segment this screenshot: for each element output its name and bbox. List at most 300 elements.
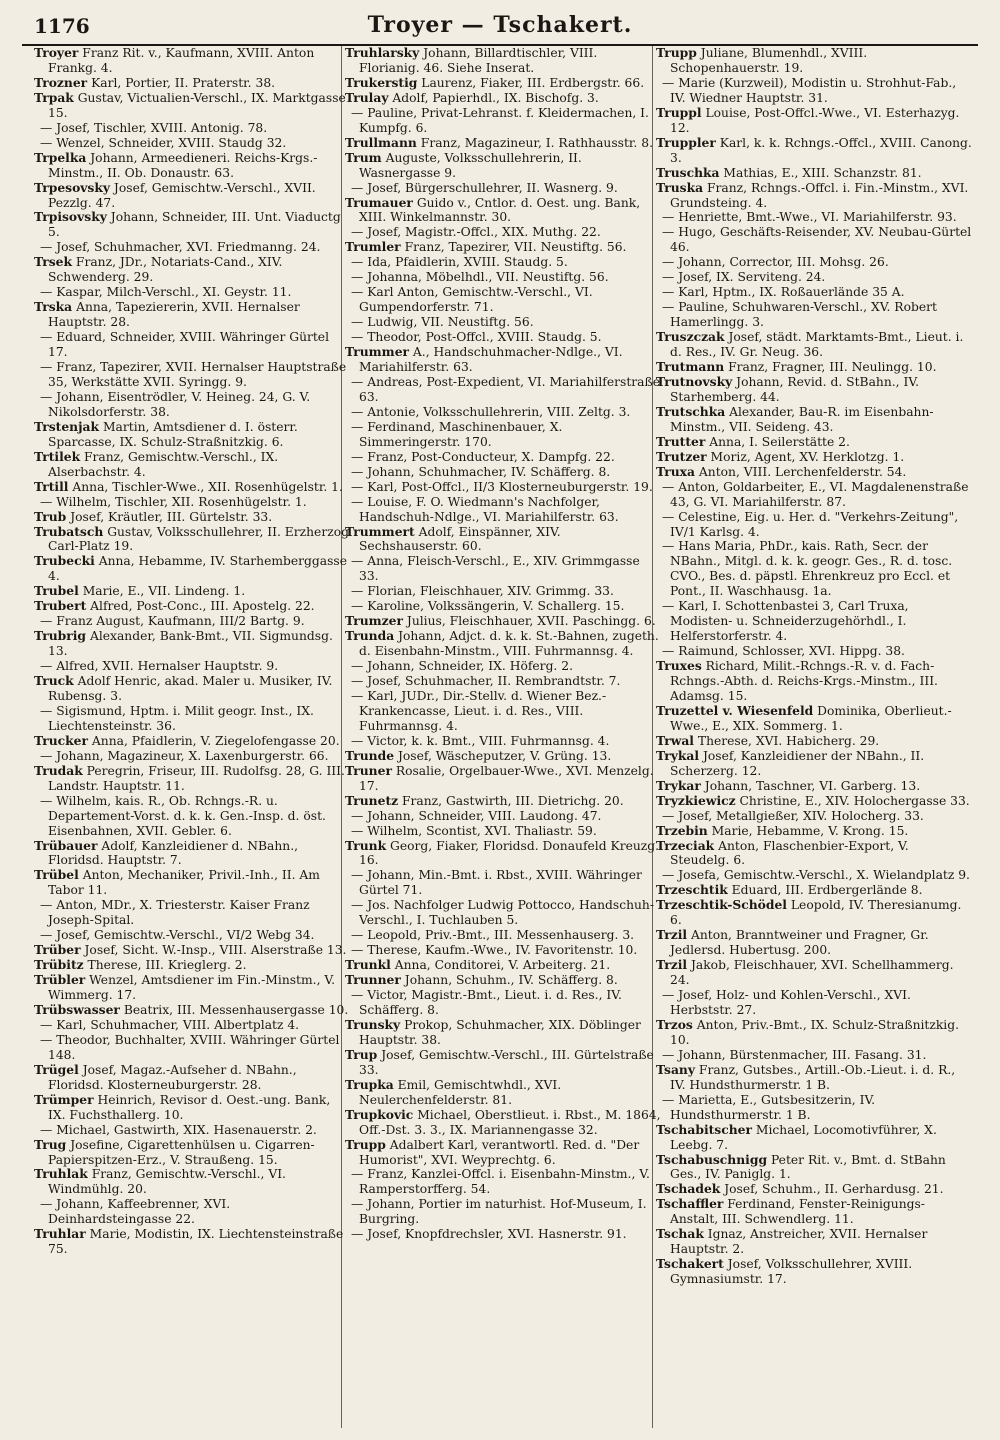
directory-entry xyxy=(34,1167,350,1197)
entry-details: — Johann, Min.-Bmt. i. Rbst., XVIII. Währinger Gürtel 71. xyxy=(351,868,642,898)
directory-entry xyxy=(34,839,350,869)
entry-surname: Trunk xyxy=(345,837,387,853)
entry-details: — Alfred, XVII. Hernalser Hauptstr. 9. xyxy=(40,659,279,674)
directory-entry xyxy=(656,734,972,749)
entry-surname: Tschakert xyxy=(656,1256,724,1272)
entry-details: Adolf, Einspänner, XIV. Sechshauserstr. 60. xyxy=(359,524,561,554)
entry-details: — Andreas, Post-Expedient, VI. Mariahilferstraße 63. xyxy=(351,374,660,404)
entry-details: Franz, Gutsbes., Artill.-Ob.-Lieut. i. d. R., IV. Hundsthurmerstr. 1 B. xyxy=(670,1062,956,1092)
entry-details: Josef, Volksschullehrer, XVIII. Gymnasiumstr. 17. xyxy=(670,1257,913,1287)
entry-details: — Josef, IX. Serviteng. 24. xyxy=(662,270,826,285)
directory-entry xyxy=(656,300,972,330)
directory-entry xyxy=(345,659,661,674)
directory-entry xyxy=(34,764,350,794)
directory-entry xyxy=(656,465,972,480)
entry-surname: Trykar xyxy=(656,777,701,793)
entry-details: — Hugo, Geschäfts-Reisender, XV. Neubau-Gürtel 46. xyxy=(662,225,972,255)
directory-entry xyxy=(34,121,350,136)
directory-entry xyxy=(345,480,661,495)
directory-entry xyxy=(656,166,972,181)
directory-entry xyxy=(345,225,661,240)
entry-surname: Tschabitscher xyxy=(656,1121,752,1137)
directory-entry xyxy=(345,584,661,599)
directory-entry xyxy=(345,749,661,764)
entry-details: — Anton, Goldarbeiter, E., VI. Magdalenenstraße 43, G. VI. Mariahilferstr. 87. xyxy=(662,479,969,509)
entry-surname: Trubatsch xyxy=(34,523,104,539)
entry-details: Johann, Schneider, III. Unt. Viaductg 5. xyxy=(48,210,341,240)
entry-surname: Trzeciak xyxy=(656,837,715,853)
entry-details: — Ludwig, VII. Neustiftg. 56. xyxy=(351,315,534,330)
entry-details: — Jos. Nachfolger Ludwig Pottocco, Handschuh-Verschl., I. Tuchlauben 5. xyxy=(351,898,655,928)
entry-details: Emil, Gemischtwhdl., XVI. Neulerchenfelderstr. 81. xyxy=(359,1077,562,1107)
entry-details: — Ida, Pfaidlerin, XVIII. Staudg. 5. xyxy=(351,255,568,270)
directory-entry xyxy=(345,181,661,196)
entry-surname: Tsany xyxy=(656,1061,695,1077)
entry-surname: Truxes xyxy=(656,658,702,674)
entry-details: — Johanna, Möbelhdl., VII. Neustiftg. 56. xyxy=(351,270,609,285)
directory-entry xyxy=(34,300,350,330)
entry-surname: Troyer xyxy=(34,46,79,60)
directory-entry xyxy=(34,973,350,1003)
directory-entry xyxy=(345,270,661,285)
entry-surname: Trupka xyxy=(345,1076,394,1092)
entry-surname: Trstenjak xyxy=(34,418,100,434)
directory-entry xyxy=(656,704,972,734)
entry-details: — Karl, Schuhmacher, VIII. Albertplatz 4. xyxy=(40,1017,300,1032)
directory-entry xyxy=(345,554,661,584)
entry-details: — Johann, Magazineur, X. Laxenburgerstr. 66. xyxy=(40,748,329,763)
directory-entry xyxy=(656,450,972,465)
entry-details: — Johann, Eisentrödler, V. Heineg. 24, G. V. Nikolsdorferstr. 38. xyxy=(40,389,311,419)
entry-details: — Johann, Schneider, IX. Höferg. 2. xyxy=(351,659,573,674)
entry-surname: Trutter xyxy=(656,433,706,449)
entry-surname: Trpelka xyxy=(34,149,87,165)
entry-details: Anna, I. Seilerstätte 2. xyxy=(705,434,850,449)
entry-details: — Henriette, Bmt.-Wwe., VI. Mariahilferstr. 93. xyxy=(662,210,957,225)
entry-details: Leopold, IV. Theresianumg. 6. xyxy=(670,898,962,928)
directory-entry xyxy=(34,599,350,614)
directory-entry xyxy=(656,375,972,405)
directory-entry xyxy=(656,360,972,375)
directory-entry xyxy=(34,659,350,674)
entry-surname: Tschadek xyxy=(656,1181,721,1197)
entry-details: Alfred, Post-Conc., III. Apostelg. 22. xyxy=(86,599,315,614)
entry-details: Johann, Taschner, VI. Garberg. 13. xyxy=(700,778,921,793)
directory-entry xyxy=(34,46,350,76)
directory-entry xyxy=(345,1197,661,1227)
entry-details: — Marietta, E., Gutsbesitzerin, IV. Hundsthurmerstr. 1 B. xyxy=(662,1092,876,1122)
entry-surname: Trukerstig xyxy=(345,74,418,90)
entry-surname: Trüber xyxy=(34,942,81,958)
entry-details: — Hans Maria, PhDr., kais. Rath, Secr. der NBahn., Mitgl. d. k. k. geogr. Ges., R. d. tosc. CVO., Bes. d. päpstl. Ehrenkreuz pro Eccl. et Pont., II. Waschhausg. 1a. xyxy=(662,539,953,599)
directory-entry xyxy=(345,330,661,345)
entry-details: — Kaspar, Milch-Verschl., XI. Geystr. 11. xyxy=(40,285,292,300)
entry-details: Adolf, Papierhdl., IX. Bischofg. 3. xyxy=(388,90,599,105)
directory-entry xyxy=(656,779,972,794)
directory-entry xyxy=(656,824,972,839)
entry-details: Peregrin, Friseur, III. Rudolfsg. 28, G. III. Landstr. Hauptstr. 11. xyxy=(48,763,345,793)
entry-surname: Trummer xyxy=(345,344,410,360)
entry-surname: Trummert xyxy=(345,523,415,539)
entry-details: Anton, Branntweiner und Fragner, Gr. Jedlersd. Hubertusg. 200. xyxy=(670,928,929,958)
directory-entry xyxy=(345,689,661,734)
directory-entry xyxy=(656,480,972,510)
directory-entry xyxy=(656,405,972,435)
entry-details: — Wilhelm, kais. R., Ob. Rchngs.-R. u. Departement-Vorst. d. k. k. Gen.-Insp. d. öst. Eisenbahnen, XVII. Gebler. 6. xyxy=(40,793,326,838)
entry-details: Anton, Flaschenbier-Export, V. Steudelg. 6. xyxy=(670,838,909,868)
directory-entry xyxy=(656,181,972,211)
entry-details: — Raimund, Schlosser, XVI. Hippg. 38. xyxy=(662,644,905,659)
entry-details: — Johann, Portier im naturhist. Hof-Museum, I. Burgring. xyxy=(351,1197,647,1227)
entry-details: Wenzel, Amtsdiener im Fin.-Minstm., V. Wimmerg. 17. xyxy=(48,973,336,1003)
directory-entry xyxy=(345,1018,661,1048)
entry-details: Georg, Fiaker, Floridsd. Donaufeld Kreuzg. 16. xyxy=(359,838,660,868)
entry-details: Eduard, III. Erdbergerlände 8. xyxy=(727,883,923,898)
directory-entry xyxy=(34,674,350,704)
entry-details: — Wilhelm, Tischler, XII. Rosenhügelstr. 1. xyxy=(40,494,307,509)
directory-entry xyxy=(656,1153,972,1183)
entry-surname: Trullmann xyxy=(345,134,417,150)
directory-entry xyxy=(34,181,350,211)
entry-details: Therese, III. Krieglerg. 2. xyxy=(83,958,247,973)
entry-surname: Trpesovsky xyxy=(34,179,111,195)
column-1 xyxy=(34,46,350,1426)
directory-entry xyxy=(345,255,661,270)
entry-details: Franz, JDr., Notariats-Cand., XIV. Schwenderg. 29. xyxy=(48,255,283,285)
entry-details: — Victor, k. k. Bmt., VIII. Fuhrmannsg. 4. xyxy=(351,733,610,748)
entry-surname: Trunde xyxy=(345,747,395,763)
entry-details: Guido v., Cntlor. d. Oest. ung. Bank, XIII. Winkelmannstr. 30. xyxy=(359,195,641,225)
entry-details: — Theodor, Buchhalter, XVIII. Währinger Gürtel 148. xyxy=(40,1032,340,1062)
entry-details: Franz, Gemischtw.-Verschl., VI. Windmühlg. 20. xyxy=(48,1167,286,1197)
entry-surname: Trtill xyxy=(34,478,69,494)
entry-details: — Wilhelm, Scontist, XVI. Thaliastr. 59. xyxy=(351,823,597,838)
entry-surname: Trutzer xyxy=(656,448,707,464)
directory-entry xyxy=(34,151,350,181)
entry-details: Adalbert Karl, verantwortl. Red. d. "Der Humorist", XVI. Weyprechtg. 6. xyxy=(359,1137,640,1167)
entry-details: — Celestine, Eig. u. Her. d. "Verkehrs-Zeitung", IV/1 Karlsg. 4. xyxy=(662,509,959,539)
directory-entry xyxy=(34,704,350,734)
directory-entry xyxy=(656,1123,972,1153)
entry-surname: Truska xyxy=(656,179,704,195)
directory-entry xyxy=(656,539,972,599)
entry-surname: Truschka xyxy=(656,164,720,180)
entry-details: Alexander, Bank-Bmt., VII. Sigmundsg. 13. xyxy=(48,629,333,659)
directory-entry xyxy=(656,435,972,450)
entry-surname: Truszczak xyxy=(656,329,725,345)
directory-entry xyxy=(34,1003,350,1018)
entry-details: Therese, XVI. Habicherg. 29. xyxy=(693,733,880,748)
directory-entry xyxy=(656,270,972,285)
directory-entry xyxy=(345,1227,661,1242)
directory-entry xyxy=(656,898,972,928)
directory-entry xyxy=(34,1197,350,1227)
entry-details: Rosalie, Orgelbauer-Wwe., XVI. Menzelg. 17. xyxy=(359,763,654,793)
directory-entry xyxy=(656,285,972,300)
directory-entry xyxy=(34,136,350,151)
directory-entry xyxy=(656,106,972,136)
entry-details: Marie, E., VII. Lindeng. 1. xyxy=(78,584,246,599)
directory-entry xyxy=(34,734,350,749)
entry-surname: Trutschka xyxy=(656,403,726,419)
entry-details: Anna, Tapeziererin, XVII. Hernalser Hauptstr. 28. xyxy=(48,300,300,330)
entry-details: — Johann, Schuhmacher, IV. Schäfferg. 8. xyxy=(351,464,611,479)
directory-entry xyxy=(345,674,661,689)
directory-entry xyxy=(345,495,661,525)
directory-entry xyxy=(345,599,661,614)
directory-entry xyxy=(34,240,350,255)
directory-entry xyxy=(656,988,972,1018)
entry-details: Marie, Hebamme, V. Krong. 15. xyxy=(707,823,909,838)
entry-surname: Trübauer xyxy=(34,837,98,853)
directory-entry xyxy=(345,973,661,988)
directory-entry xyxy=(656,659,972,704)
entry-surname: Trunkl xyxy=(345,957,391,973)
entry-surname: Trug xyxy=(34,1136,67,1152)
directory-entry xyxy=(656,210,972,225)
directory-entry xyxy=(34,1033,350,1063)
running-head: Troyer — Tschakert. xyxy=(367,12,633,38)
entry-details: Anna, Hebamme, IV. Starhemberggasse 4. xyxy=(48,554,348,584)
directory-entry xyxy=(656,644,972,659)
entry-surname: Truxa xyxy=(656,463,695,479)
entry-details: — Josef, Tischler, XVIII. Antonig. 78. xyxy=(40,120,268,135)
entry-details: Juliane, Blumenhdl., XVIII. Schopenhauerstr. 19. xyxy=(670,46,868,75)
entry-surname: Trska xyxy=(34,299,73,315)
directory-entry xyxy=(34,450,350,480)
entry-details: Franz, Magazineur, I. Rathhausstr. 8. xyxy=(416,135,653,150)
directory-entry xyxy=(345,614,661,629)
directory-entry xyxy=(656,330,972,360)
entry-surname: Truppl xyxy=(656,104,702,120)
entry-details: — Josef, Holz- und Kohlen-Verschl., XVI. Herbststr. 27. xyxy=(662,988,911,1017)
entry-details: — Victor, Magistr.-Bmt., Lieut. i. d. Res., IV. Schäfferg. 8. xyxy=(351,988,622,1017)
entry-details: — Ferdinand, Maschinenbauer, X. Simmeringerstr. 170. xyxy=(351,419,563,449)
entry-surname: Trzeschtik-Schödel xyxy=(656,897,787,913)
entry-surname: Trümper xyxy=(34,1091,94,1107)
entry-details: — Johann, Corrector, III. Mohsg. 26. xyxy=(662,255,889,270)
entry-details: Peter Rit. v., Bmt. d. StBahn Ges., IV. Paniglg. 1. xyxy=(670,1152,946,1182)
directory-entry xyxy=(345,734,661,749)
directory-entry xyxy=(345,1167,661,1197)
entry-surname: Truck xyxy=(34,673,74,689)
entry-surname: Trupp xyxy=(345,1136,386,1152)
directory-entry xyxy=(345,988,661,1018)
entry-surname: Trubecki xyxy=(34,553,95,569)
entry-details: — Johann, Bürstenmacher, III. Fasang. 31. xyxy=(662,1047,927,1062)
entry-details: Anton, VIII. Lerchenfelderstr. 54. xyxy=(694,464,907,479)
directory-entry xyxy=(345,824,661,839)
entry-details: Karl, k. k. Rchngs.-Offcl., XVIII. Canong. 3. xyxy=(670,135,972,165)
directory-entry xyxy=(656,1063,972,1093)
entry-details: Christine, E., XIV. Holochergasse 33. xyxy=(735,793,970,808)
directory-entry xyxy=(656,958,972,988)
directory-entry xyxy=(656,255,972,270)
entry-details: — Michael, Gastwirth, XIX. Hasenauerstr. 2. xyxy=(40,1122,317,1137)
entry-details: Franz, Gemischtw.-Verschl., IX. Alserbachstr. 4. xyxy=(48,449,279,479)
directory-entry xyxy=(34,928,350,943)
entry-details: — Franz, Post-Conducteur, X. Dampfg. 22. xyxy=(351,449,615,464)
entry-details: Anna, Tischler-Wwe., XII. Rosenhügelstr. 1. xyxy=(68,479,343,494)
directory-entry xyxy=(656,46,972,76)
entry-surname: Trubrig xyxy=(34,628,87,644)
directory-entry xyxy=(345,151,661,181)
directory-entry xyxy=(345,345,661,375)
directory-entry xyxy=(34,749,350,764)
directory-entry xyxy=(656,1257,972,1287)
entry-details: Anton, Mechaniker, Privil.-Inh., II. Am Tabor 11. xyxy=(48,868,320,898)
directory-entry xyxy=(34,91,350,121)
entry-details: — Eduard, Schneider, XVIII. Währinger Gürtel 17. xyxy=(40,330,330,360)
entry-details: — Therese, Kaufm.-Wwe., IV. Favoritenstr. 10. xyxy=(351,943,638,958)
directory-entry xyxy=(345,1108,661,1138)
entry-surname: Trupkovic xyxy=(345,1106,414,1122)
directory-entry xyxy=(345,928,661,943)
directory-entry xyxy=(345,1078,661,1108)
entry-details: Beatrix, III. Messenhausergasse 10. xyxy=(119,1003,349,1017)
entry-details: Ferdinand, Fenster-Reinigungs-Anstalt, III. Schwendlerg. 11. xyxy=(670,1197,925,1227)
directory-entry xyxy=(34,1018,350,1033)
entry-surname: Trup xyxy=(345,1046,378,1062)
directory-entry xyxy=(34,1063,350,1093)
entry-surname: Trübitz xyxy=(34,957,84,973)
directory-entry xyxy=(34,554,350,584)
directory-entry xyxy=(656,809,972,824)
entry-details: — Franz August, Kaufmann, III/2 Bartg. 9. xyxy=(40,614,305,629)
directory-entry xyxy=(34,614,350,629)
entry-details: Mathias, E., XIII. Schanzstr. 81. xyxy=(719,165,922,180)
entry-details: — Leopold, Priv.-Bmt., III. Messenhauserg. 3. xyxy=(351,928,635,943)
entry-details: Karl, Portier, II. Praterstr. 38. xyxy=(87,75,276,90)
entry-details: Franz, Rchngs.-Offcl. i. Fin.-Minstm., XVI. Grundsteing. 4. xyxy=(670,180,969,210)
entry-details: — Antonie, Volksschullehrerin, VIII. Zeltg. 3. xyxy=(351,404,631,419)
entry-surname: Trzil xyxy=(656,927,688,943)
entry-details: Marie, Modistin, IX. Liechtensteinstraße 75. xyxy=(48,1227,344,1257)
directory-entry xyxy=(345,46,661,76)
entry-details: — Karoline, Volkssängerin, V. Schallerg. 15. xyxy=(351,599,625,614)
directory-entry xyxy=(345,196,661,226)
entry-details: — Karl, I. Schottenbastei 3, Carl Truxa, Modisten- u. Schneiderzugehörhdl., I. Helferstorferstr. 4. xyxy=(662,599,909,644)
entry-details: — Josef, Schuhmacher, XVI. Friedmanng. 24. xyxy=(40,240,321,255)
entry-surname: Trzebin xyxy=(656,822,708,838)
entry-details: Michael, Locomotivführer, X. Leebg. 7. xyxy=(670,1122,937,1152)
entry-details: — Johann, Kaffeebrenner, XVI. Deinhardsteingasse 22. xyxy=(40,1197,231,1227)
directory-entry xyxy=(345,809,661,824)
directory-entry xyxy=(656,1048,972,1063)
page-number: 1176 xyxy=(34,14,90,38)
directory-entry xyxy=(345,794,661,809)
entry-details: Heinrich, Revisor d. Oest.-ung. Bank, IX. Fuchsthallerg. 10. xyxy=(48,1092,331,1122)
directory-entry xyxy=(656,839,972,869)
entry-details: Josef, Sicht. W.-Insp., VIII. Alserstraße 13. xyxy=(80,943,347,958)
entry-details: Franz, Tapezirer, VII. Neustiftg. 56. xyxy=(400,240,627,255)
directory-entry xyxy=(34,958,350,973)
entry-details: — Sigismund, Hptm. i. Milit geogr. Inst., IX. Liechtensteinstr. 36. xyxy=(40,703,314,733)
directory-entry xyxy=(345,1048,661,1078)
entry-details: — Josef, Knopfdrechsler, XVI. Hasnerstr. 91. xyxy=(351,1227,627,1242)
directory-entry xyxy=(345,91,661,106)
entry-details: Anna, Pfaidlerin, V. Ziegelofengasse 20. xyxy=(88,733,340,748)
entry-surname: Trum xyxy=(345,149,382,165)
entry-details: Franz, Gastwirth, III. Dietrichg. 20. xyxy=(398,793,624,808)
entry-details: — Karl Anton, Gemischtw.-Verschl., VI. Gumpendorferstr. 71. xyxy=(351,285,593,315)
entry-details: — Johann, Schneider, VIII. Laudong. 47. xyxy=(351,808,602,823)
entry-details: Josef, Magaz.-Aufseher d. NBahn., Floridsd. Klosterneuburgerstr. 28. xyxy=(48,1062,297,1092)
directory-entry xyxy=(345,405,661,420)
directory-entry xyxy=(656,510,972,540)
entry-details: — Josefa, Gemischtw.-Verschl., X. Wielandplatz 9. xyxy=(662,868,970,883)
entry-surname: Trutmann xyxy=(656,359,725,375)
entry-surname: Trpisovsky xyxy=(34,209,107,225)
directory-entry xyxy=(345,465,661,480)
entry-details: Josef, städt. Marktamts-Bmt., Lieut. i. d. Res., IV. Gr. Neug. 36. xyxy=(670,330,964,360)
entry-details: Jakob, Fleischhauer, XVI. Schellhammerg. 24. xyxy=(670,958,954,988)
directory-entry xyxy=(656,1182,972,1197)
entry-details: Johann, Billardtischler, VIII. Florianig. 46. Siehe Inserat. xyxy=(359,46,598,75)
entry-details: — Franz, Tapezirer, XVII. Hernalser Hauptstraße 35, Werkstätte XVII. Syringg. 9. xyxy=(40,360,347,389)
directory-entry xyxy=(345,420,661,450)
directory-entry xyxy=(34,360,350,390)
entry-details: — Florian, Fleischhauer, XIV. Grimmg. 33. xyxy=(351,584,614,599)
directory-entry xyxy=(34,868,350,898)
entry-surname: Trutnovsky xyxy=(656,373,733,389)
directory-entry xyxy=(345,285,661,315)
entry-surname: Trübswasser xyxy=(34,1002,120,1017)
entry-details: Laurenz, Fiaker, III. Erdbergstr. 66. xyxy=(417,75,645,90)
entry-surname: Trzeschtik xyxy=(656,882,728,898)
entry-details: — Pauline, Schuhwaren-Verschl., XV. Robert Hamerlingg. 3. xyxy=(662,300,937,330)
directory-entry xyxy=(345,76,661,91)
directory-entry xyxy=(656,76,972,106)
entry-surname: Truhlarsky xyxy=(345,46,420,60)
entry-details: Alexander, Bau-R. im Eisenbahn-Minstm., VII. Seideng. 43. xyxy=(670,404,934,434)
entry-details: Anton, Priv.-Bmt., IX. Schulz-Straßnitzkig. 10. xyxy=(670,1017,960,1047)
entry-details: Dominika, Oberlieut.-Wwe., E., XIX. Sommerg. 1. xyxy=(670,703,952,733)
entry-details: Martin, Amtsdiener d. I. österr. Sparcasse, IX. Schulz-Straßnitzkig. 6. xyxy=(48,419,298,449)
entry-surname: Truner xyxy=(345,762,392,778)
directory-entry xyxy=(345,943,661,958)
directory-entry xyxy=(345,525,661,555)
entry-surname: Truppler xyxy=(656,134,716,150)
entry-details: — Karl, JUDr., Dir.-Stellv. d. Wiener Bez.-Krankencasse, Lieut. i. d. Res., VIII. Fuhrmannsg. 4. xyxy=(351,688,607,733)
entry-surname: Tschabuschnigg xyxy=(656,1151,768,1167)
entry-details: — Josef, Magistr.-Offcl., XIX. Muthg. 22. xyxy=(351,225,601,240)
entry-surname: Trübel xyxy=(34,867,79,883)
entry-details: — Karl, Hptm., IX. Roßauerlände 35 A. xyxy=(662,285,905,300)
entry-details: Ignaz, Anstreicher, XVII. Hernalser Hauptstr. 2. xyxy=(670,1227,928,1257)
entry-surname: Trucker xyxy=(34,732,88,748)
directory-entry xyxy=(34,285,350,300)
entry-surname: Trunda xyxy=(345,628,395,644)
entry-details: Johann, Adjct. d. k. k. St.-Bahnen, zugeth. d. Eisenbahn-Minstm., VIII. Fuhrmannsg. 4. xyxy=(359,629,659,659)
entry-surname: Trulay xyxy=(345,89,389,105)
entry-details: Franz, Fragner, III. Neulingg. 10. xyxy=(724,360,937,375)
entry-details: A., Handschuhmacher-Ndlge., VI. Mariahilferstr. 63. xyxy=(359,345,623,375)
directory-entry xyxy=(656,1093,972,1123)
directory-entry xyxy=(656,136,972,166)
entry-details: Josef, Kräutler, III. Gürtelstr. 33. xyxy=(66,509,273,524)
directory-entry xyxy=(345,958,661,973)
entry-details: — Pauline, Privat-Lehranst. f. Kleidermachen, I. Kumpfg. 6. xyxy=(351,105,649,135)
entry-details: — Anna, Fleisch-Verschl., E., XIV. Grimmgasse 33. xyxy=(351,554,640,584)
page-header xyxy=(22,6,978,46)
entry-surname: Tryzkiewicz xyxy=(656,792,736,808)
entry-surname: Truhlak xyxy=(34,1166,88,1182)
entry-details: Richard, Milit.-Rchngs.-R. v. d. Fach-Rchngs.-Abth. d. Reichs-Krgs.-Minstm., III. Adamsg. 15. xyxy=(670,659,938,703)
directory-entry xyxy=(34,794,350,839)
directory-entry xyxy=(345,315,661,330)
directory-entry xyxy=(656,928,972,958)
